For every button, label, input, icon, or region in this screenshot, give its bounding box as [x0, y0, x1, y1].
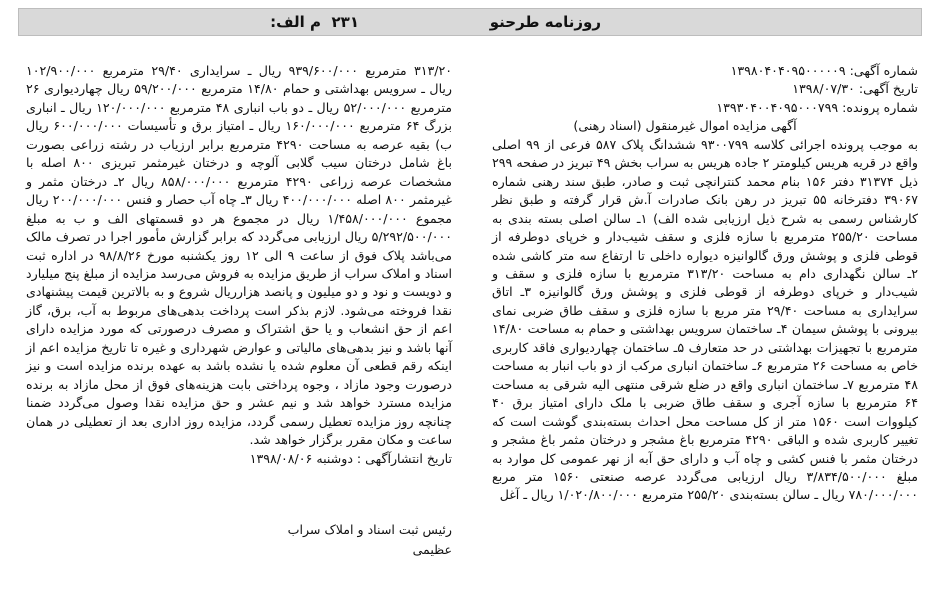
ad-title: آگهی مزایده اموال غیرمنقول (اسناد رهنی): [573, 118, 797, 134]
left-column: [26, 62, 452, 468]
page-label: م الف:: [270, 13, 321, 31]
signature-title: رئیس ثبت اسناد و املاک سراب: [287, 522, 452, 537]
page-number: ۲۳۱: [331, 13, 359, 31]
ad-number: شماره آگهی: ۱۳۹۸۰۴۰۴۰۹۵۰۰۰۰۰۹: [730, 63, 918, 78]
file-number: شماره پرونده: ۱۳۹۳۰۴۰۰۴۰۹۵۰۰۰۷۹۹: [716, 99, 918, 115]
left-column-body: ۳۱۳/۲۰ مترمربع ۹۳۹/۶۰۰/۰۰۰ ریال ـ سرایداری ۲۹/۴۰ مترمربع ۱۰۲/۹۰۰/۰۰۰ ریال ـ سرویس بهداشتی و حمام ۱۴/۸۰ مترمربع ۵۹/۲۰۰/۰۰۰ ریال چهاردیواری ۲۶ مترمربع ۵۲/۰۰۰/۰۰۰ ریال ـ دو باب انباری ۴۸ مترمربع ۱۲۰/۰۰۰/۰۰۰ ریال ـ انباری بزرگ ۶۴ مترمربع ۱۶۰/۰۰۰/۰۰۰ ریال ـ امتیاز برق و تأسیسات ۶۰۰/۰۰۰/۰۰۰ ریال ب) بقیه عرصه به مساحت ۴۲۹۰ مترمربع برابر ارزیاب در رشته زراعی بصورت باغ شامل درختان سیب گلابی آلوچه و درختان غیرمثمر تبریزی ۸۰۰ اصله با مشخصات عرصه زراعی ۴۲۹۰ مترمربع ۸۵۸/۰۰۰/۰۰۰ ریال ۲ـ درختان مثمر و غیرمثمر ۸۰۰ اصله ۴۰۰/۰۰۰/۰۰۰ ریال ۳ـ چاه آب حصار و فنس ۲۰۰/۰۰۰/۰۰۰ ریال مجموع ۱/۴۵۸/۰۰۰/۰۰۰ ریال در مجموع هر دو قسمتهای الف و ب به مبلغ ۵/۲۹۲/۵۰۰/۰۰۰ ریال ارزیابی می‌گردد که برابر گزارش مأمور اجرا در تصرف مالک می‌باشد پلاک فوق از ساعت ۹ الی ۱۲ روز یکشنبه مورخ ۹۸/۸/۲۶ در اداره ثبت اسناد و املاک سراب از طریق مزایده به فروش می‌رسد مزایده از مبلغ پنج میلیارد و دویست و نود و دو میلیون و پانصد هزارریال شروع و به بالاترین قیمت پیشنهادی نقدا فروخته می‌شود. لازم بذکر است پرداخت بدهی‌های مربوط به آب، برق، گاز اعم از حق انشعاب و یا حق اشتراک و مصرف درصورتی که مورد مزایده دارای آنها باشد و نیز بدهی‌های مالیاتی و عوارض شهرداری و غیره تا تاریخ مزایده اعم از اینکه رقم قطعی آن معلوم شده یا نشده باشد به عهده برنده مزایده است و نیز درصورت وجود مازاد ، وجوه پرداختی بابت هزینه‌های فوق از محل مازاد به برنده مزایده مسترد خواهد شد و نیم عشر و حق مزایده نقدا وصول می‌گردد ضمنا چنانچه روز مزایده تعطیل رسمی گردد، مزایده روز اداری بعد از تعطیلی در همان ساعت و مکان مقرر برگزار خواهد شد.: [26, 63, 453, 448]
page-header-bar: [18, 8, 922, 36]
signature-name: عظیمی: [412, 542, 452, 557]
publish-date: تاریخ انتشارآگهی : دوشنبه ۱۳۹۸/۰۸/۰۶: [249, 450, 452, 466]
right-column-body: به موجب پرونده اجرائی کلاسه ۹۳۰۰۷۹۹ ششدانگ پلاک ۵۸۷ فرعی از ۹۹ اصلی واقع در قریه هریس کیلومتر ۲ جاده هریس به سراب بخش ۴۹ تبریز در صفحه ۲۹۹ ذیل ۳۱۳۷۴ دفتر ۱۵۶ بنام محمد کنترانچی ثبت و صادر، طبق سند رهنی شماره ۳۹۰۶۷ دفترخانه ۵۵ تبریز در رهن بانک صادرات آ.ش قرار گرفته و طبق نظر کارشناس رسمی به شرح ذیل ارزیابی شده الف) ۱ـ سالن اصلی بسته بندی به مساحت ۲۵۵/۲۰ مترمربع با سازه فلزی و سقف شیب‌دار و خرپای دوطرفه از قوطی فلزی و پوشش ورق گالوانیزه دیواره داخلی تا ارتفاع سه متر کاشی شده ۲ـ سالن نگهداری دام به مساحت ۳۱۳/۲۰ مترمربع با سازه فلزی و سقف و شیب‌دار و خرپای دوطرفه از قوطی فلزی و پوشش ورق گالوانیزه ۳ـ اتاق سرایداری به مساحت ۲۹/۴۰ متر مربع با سازه فلزی و سقف طاق ضربی نمای بیرونی با پوشش سیمان ۴ـ ساختمان سرویس بهداشتی و حمام به مساحت ۱۴/۸۰ مترمربع با تجهیزات بهداشتی در حد متعارف ۵ـ ساختمان چهاردیواری فاقد کاربری خاص به مساحت ۲۶ مترمربع ۶ـ ساختمان انباری مرکب از دو باب انبار به مساحت ۴۸ مترمربع ۷ـ ساختمان انباری واقع در ضلع شرقی منتهی الیه شرقی به مساحت ۶۴ مترمربع با سازه آجری و سقف طاق ضربی با ملک دارای امتیاز برق ۴۰ کیلووات است ۱۵۶۰ متر از کل مساحت محل احداث بسته‌بندی گوشت است که تغییر کاربری شده و الباقی ۴۲۹۰ مترمربع باغ مشجر و درختان مثمر باغ مشجر و درختان مثمر با فنس کشی و چاه آب و دارای حق آبه از نهر عمومی کل موارد به مبلغ ۳/۸۳۴/۵۰۰/۰۰۰ ریال ارزیابی می‌گردد عرصه صنعتی ۱۵۶۰ متر مربع ۷۸۰/۰۰۰/۰۰۰ ریال ـ سالن بسته‌بندی ۲۵۵/۲۰ مترمربع ۱/۰۲۰/۸۰۰/۰۰۰ ریال ـ آغل: [492, 136, 919, 503]
ad-date: تاریخ آگهی: ۱۳۹۸/۰۷/۳۰: [792, 81, 918, 97]
right-column: [492, 62, 918, 505]
newspaper-name: روزنامه طرحنو: [489, 13, 601, 31]
signature-block: [26, 520, 452, 560]
